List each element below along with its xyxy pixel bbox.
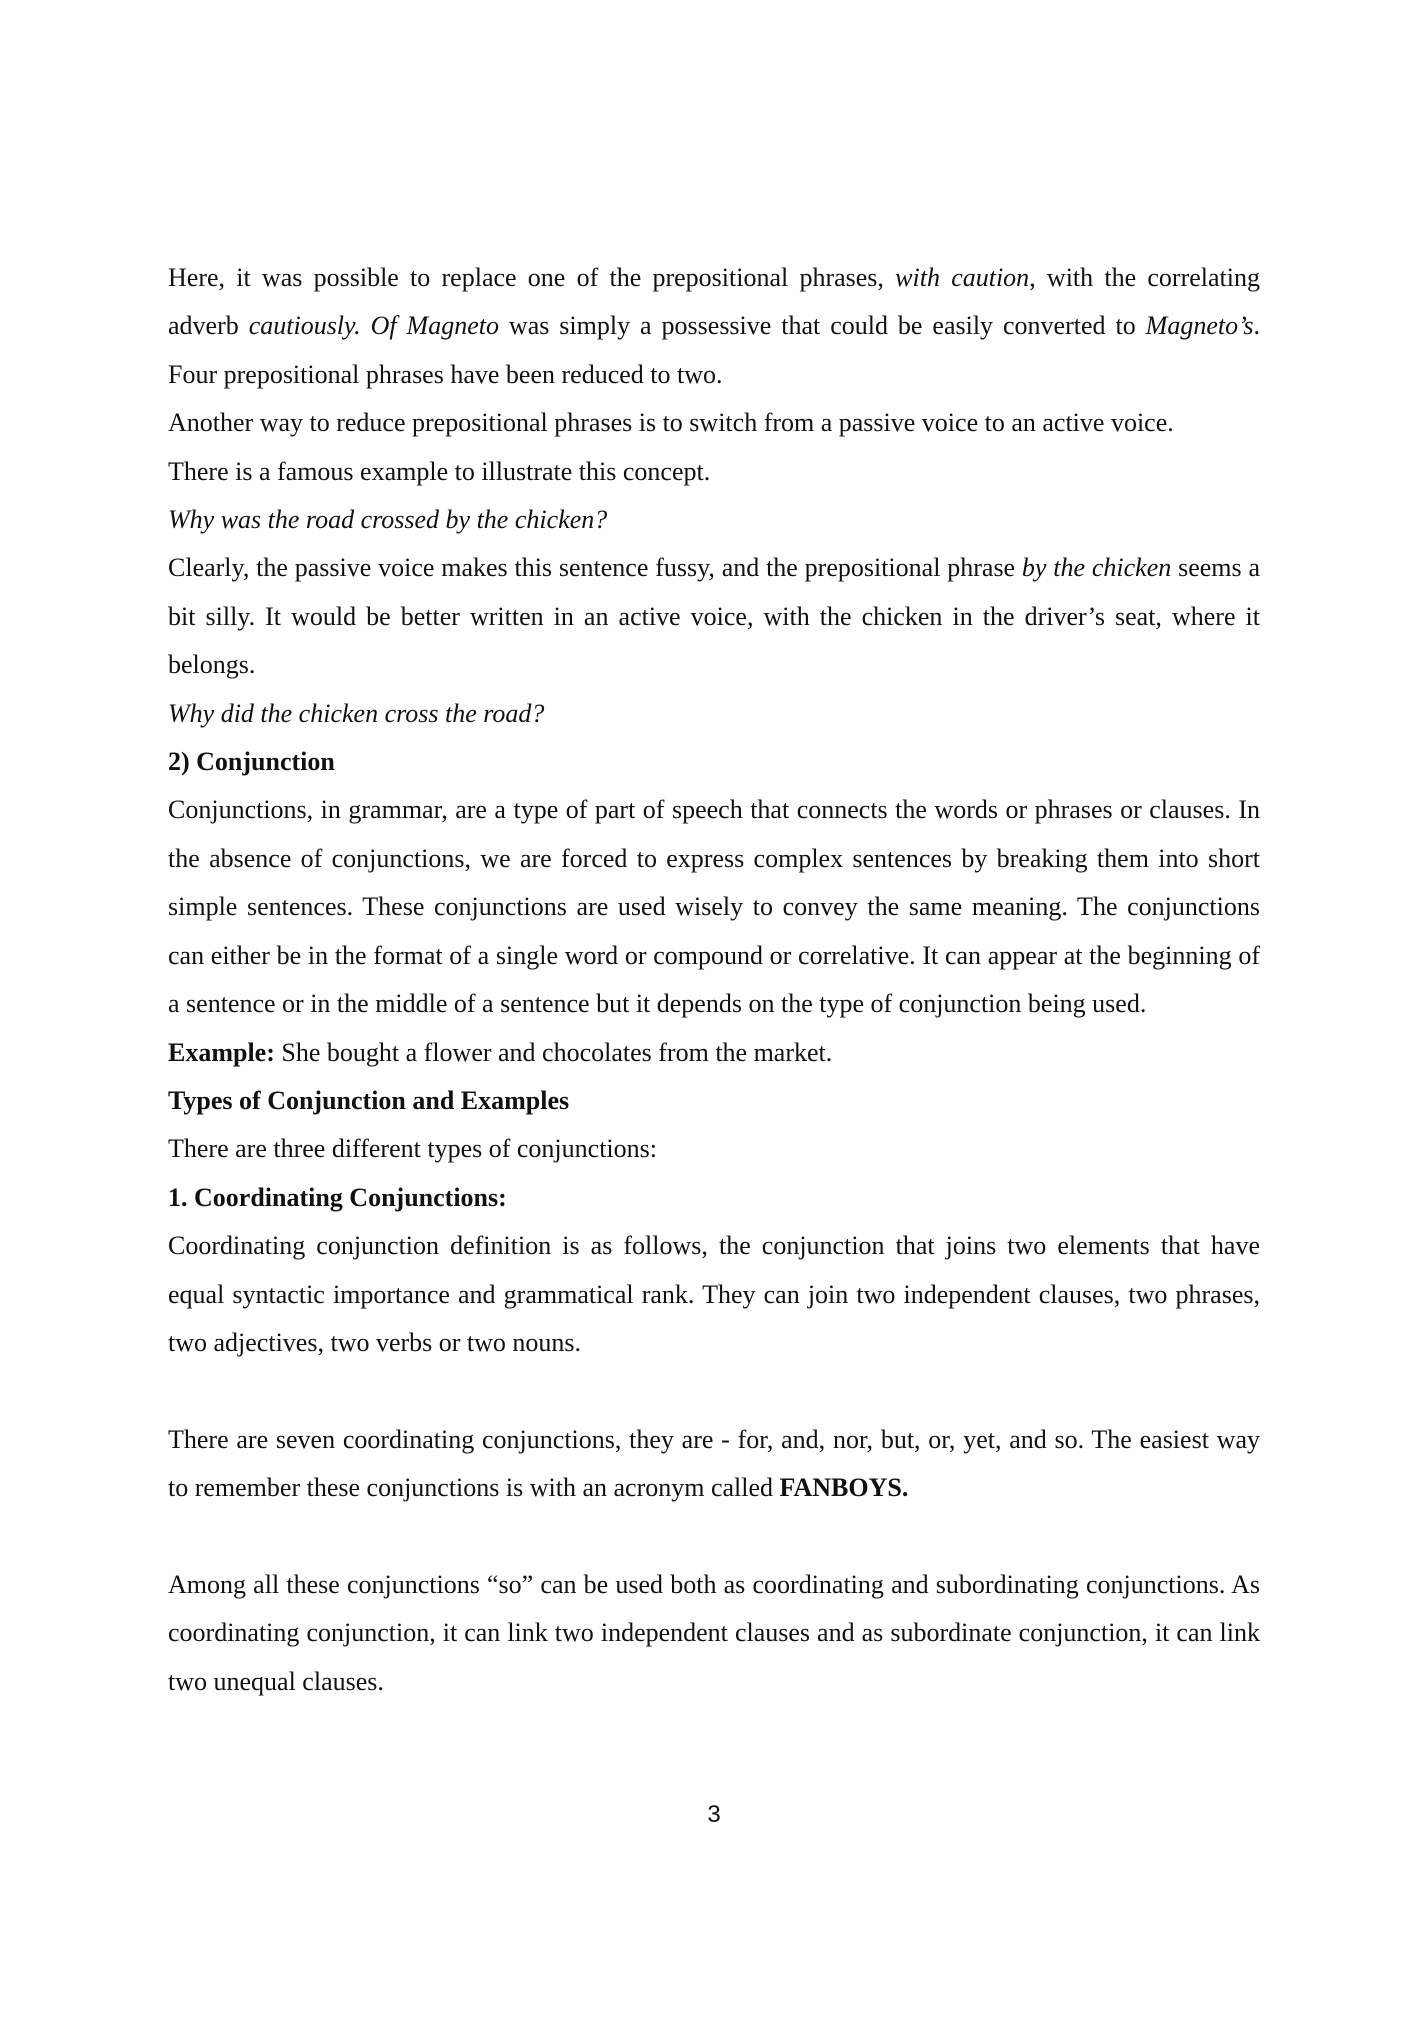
example-text: She bought a flower and chocolates from the market. — [274, 1037, 833, 1067]
example-label: Example: — [168, 1037, 275, 1067]
paragraph-passive-fussy — [168, 544, 1260, 689]
text: , with the correlating adverb — [168, 263, 1260, 341]
paragraph-passive-active: Another way to reduce prepositional phrases is to switch from a passive voice to an active voice. — [168, 408, 1174, 438]
paragraph-so-conjunction: Among all these conjunctions “so” can be used both as coordinating and subordinating conjunctions. As coordinating conjunction, it can link two independent clauses and as subordinate conjunction, it can link two unequal clauses. — [168, 1569, 1260, 1696]
paragraph-coordinating-definition: Coordinating conjunction definition is as follows, the conjunction that joins two elements that have equal syntactic importance and grammatical rank. They can join two independent clauses, two phrases, two adjectives, two verbs or two nouns. — [168, 1231, 1260, 1357]
text: was simply a possessive that could be easily converted to — [498, 311, 1146, 341]
example-active-sentence: Why did the chicken cross the road? — [168, 698, 545, 728]
paragraph-fanboys — [168, 1416, 1260, 1513]
text: Here, it was possible to replace one of the prepositional phrases, — [168, 263, 896, 292]
text: . Four prepositional phrases have been reduced to two. — [168, 311, 1261, 389]
paragraph-famous-example: There is a famous example to illustrate this concept. — [168, 456, 711, 486]
paragraph-prepositional-replace — [168, 254, 1260, 399]
blank-line — [168, 1513, 1260, 1561]
text: Clearly, the passive voice makes this sentence fussy, and the prepositional phrase — [168, 553, 1022, 583]
italic-phrase: cautiously. Of Magneto — [248, 311, 499, 341]
blank-line — [168, 1367, 1260, 1415]
italic-phrase: Magneto’s — [1145, 311, 1254, 341]
paragraph-conjunction-definition: Conjunctions, in grammar, are a type of part of speech that connects the words or phrases or clauses. In the absence of conjunctions, we are forced to express complex sentences by breaking them into short simple sentences. These conjunctions are used wisely to convey the same meaning. The conjunctions can either be in the format of a single word or compound or correlative. It can appear at the beginning of a sentence or in the middle of a sentence but it depends on the type of conjunction being used. — [168, 795, 1260, 1019]
section-heading-types: Types of Conjunction and Examples — [168, 1085, 570, 1115]
italic-phrase: with caution — [895, 263, 1030, 292]
paragraph-three-types: There are three different types of conjunctions: — [168, 1134, 657, 1164]
page-number: 3 — [707, 1801, 721, 1828]
example-passive-sentence: Why was the road crossed by the chicken? — [168, 505, 608, 535]
section-heading-conjunction: 2) Conjunction — [168, 747, 335, 777]
section-heading-coordinating: 1. Coordinating Conjunctions: — [168, 1182, 507, 1212]
example-line — [168, 1029, 1260, 1077]
acronym-fanboys: FANBOYS. — [779, 1473, 909, 1503]
text: There are seven coordinating conjunctions, they are - for, and, nor, but, or, yet, and so. The easiest way to remember these conjunctions is with an acronym called — [168, 1424, 1260, 1503]
document-body — [168, 254, 1260, 1706]
text: seems a bit silly. It would be better written in an active voice, with the chicken in the driver’s seat, where it belongs. — [168, 553, 1260, 680]
italic-phrase: by the chicken — [1021, 553, 1172, 583]
